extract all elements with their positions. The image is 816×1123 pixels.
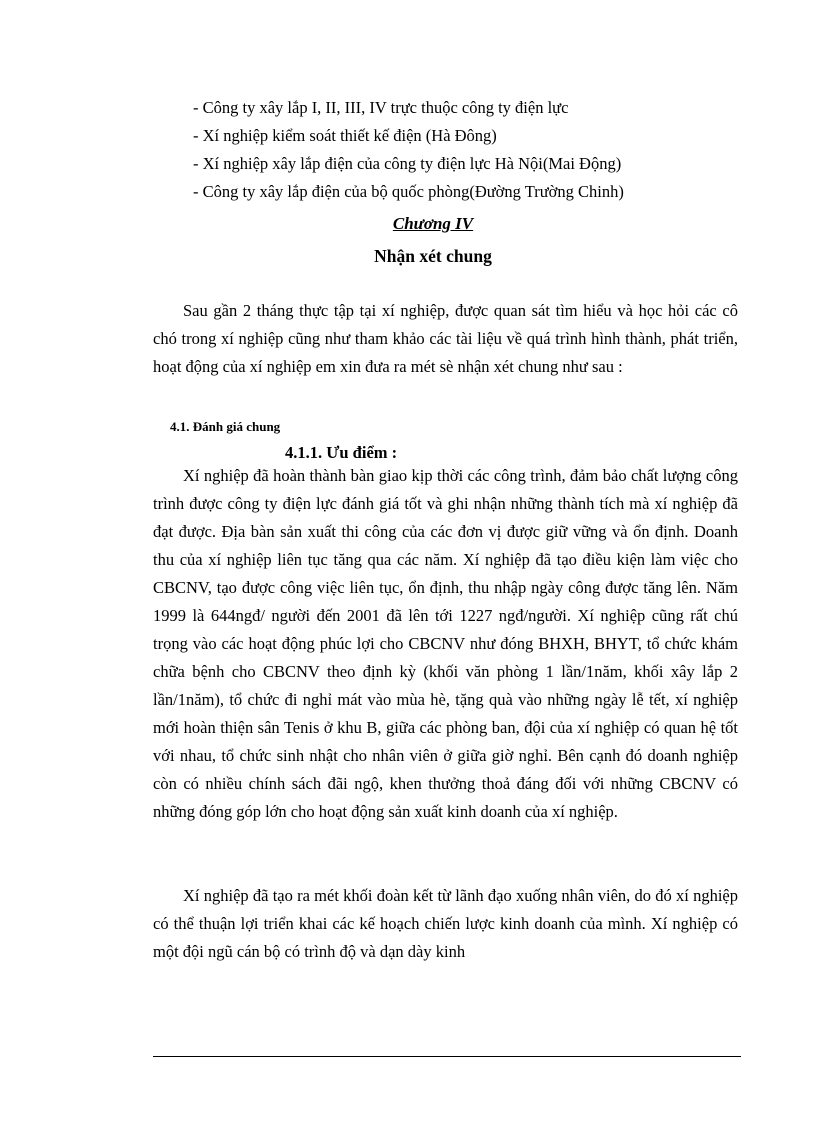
list-item: - Xí nghiệp xây lắp điện của công ty điện lực Hà Nội(Mai Động) <box>193 154 622 173</box>
body-paragraph-1: Xí nghiệp đã hoàn thành bàn giao kịp thời các công trình, đảm bảo chất lượng công trình được công ty điện lực đánh giá tốt và ghi nhận những thành tích mà xí nghiệp đã đạt được. Địa bàn sản xuất thi công của các đơn vị được giữ vững và ổn định. Doanh thu của xí nghiệp liên tục tăng qua các năm. Xí nghiệp đã tạo điều kiện làm việc cho CBCNV, tạo được công việc liên tục, ổn định, thu nhập ngày công được tăng lên. Năm 1999 là 644ngđ/ người đến 2001 đã lên tới 1227 ngđ/người. Xí nghiệp cũng rất chú trọng vào các hoạt động phúc lợi cho CBCNV như đóng BHXH, BHYT, tổ chức khám chữa bệnh cho CBCNV theo định kỳ (khối văn phòng 1 lần/1năm, khối xây lắp 2 lần/1năm), tổ chức đi nghỉ mát vào mùa hè, tặng quà vào những ngày lễ tết, xí nghiệp mới hoàn thiện sân Tenis ở khu B, giữa các phòng ban, đội của xí nghiệp có quan hệ tốt với nhau, tổ chức sinh nhật cho nhân viên ở giữa giờ nghỉ. Bên cạnh đó doanh nghiệp còn có nhiều chính sách đãi ngộ, khen thưởng thoả đáng đối với những CBCNV có những đóng góp lớn cho hoạt động sản xuất kinh doanh của xí nghiệp. <box>153 466 738 821</box>
chapter-label: Chương IV <box>392 214 474 233</box>
body-paragraph-2: Xí nghiệp đã tạo ra mét khối đoàn kết từ lãnh đạo xuống nhân viên, do đó xí nghiệp có thể thuận lợi triển khai các kế hoạch chiến lược kinh doanh của mình. Xí nghiệp có một đội ngũ cán bộ có trình độ và dạn dày kinh <box>153 886 738 961</box>
intro-paragraph: Sau gần 2 tháng thực tập tại xí nghiệp, được quan sát tìm hiểu và học hỏi các cô chó trong xí nghiệp cũng như tham khảo các tài liệu về quá trình hình thành, phát triển, hoạt động của xí nghiệp em xin đưa ra mét sè nhận xét chung như sau : <box>153 301 738 376</box>
footer-divider <box>153 1056 741 1057</box>
list-item: - Xí nghiệp kiểm soát thiết kế điện (Hà Đông) <box>193 126 497 145</box>
chapter-title: Nhận xét chung <box>374 246 492 266</box>
subsection-heading: 4.1.1. Ưu điểm : <box>285 443 398 462</box>
company-list <box>193 94 733 206</box>
list-item: - Công ty xây lắp I, II, III, IV trực thuộc công ty điện lực <box>193 98 569 117</box>
section-heading: 4.1. Đánh giá chung <box>170 419 281 434</box>
list-item: - Công ty xây lắp điện của bộ quốc phòng(Đường Trường Chinh) <box>193 182 624 201</box>
